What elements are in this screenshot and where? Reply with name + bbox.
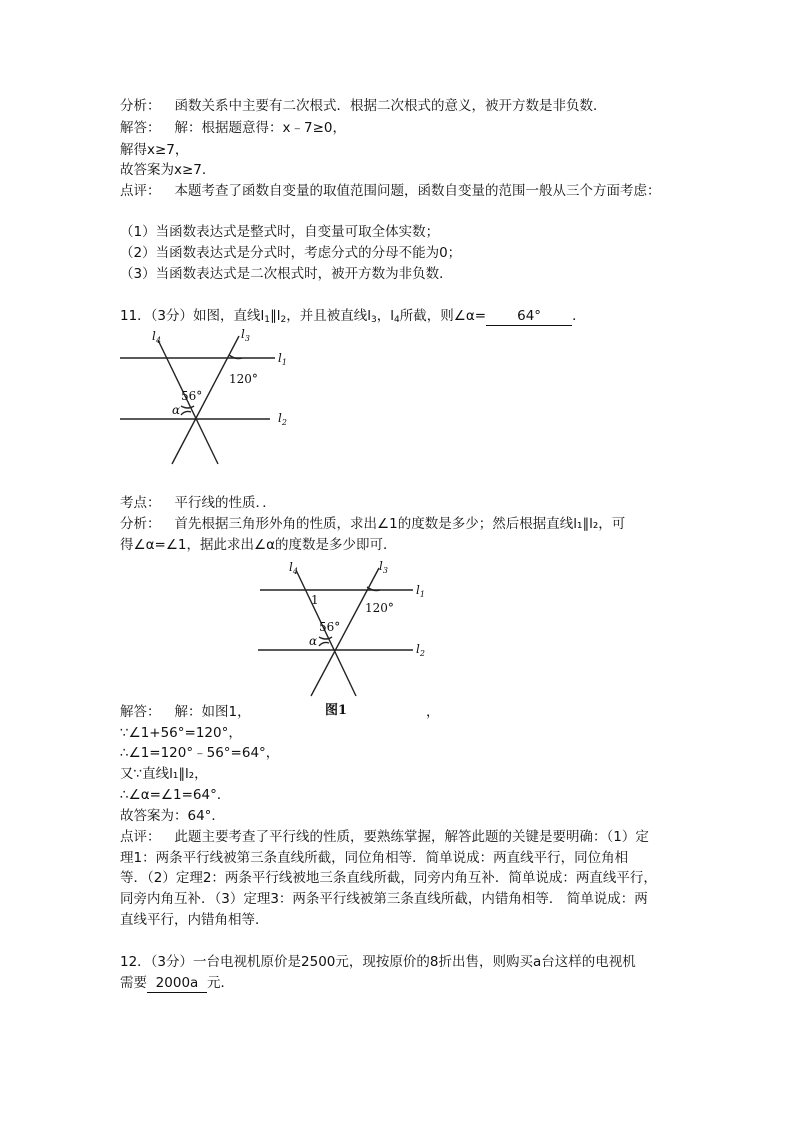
parallel-lines-figure-2 [255, 556, 435, 721]
q12-stem-line1: 12．（3分）一台电视机原价是2500元，现按原价的8折出售，则购买a台这样的电视机 [120, 954, 636, 970]
alpha-label: α [309, 634, 318, 648]
angle-1-label: 1 [311, 593, 319, 607]
q12-answer-blank: 2000a [147, 975, 207, 993]
q11-analysis-line1 [120, 514, 625, 534]
q11-stem-part: 所截，则∠α= [399, 308, 487, 324]
alpha-arc [181, 411, 191, 415]
answer-label: 解答： [120, 120, 161, 136]
comment-text: 此题主要考查了平行线的性质，要熟练掌握，解答此题的关键是要明确：（1）定 [174, 829, 649, 845]
q12-stem-part: 元． [207, 975, 234, 991]
q10-comment-line [120, 181, 661, 201]
kaodian-label: 考点： [120, 495, 161, 511]
kaodian-text: 平行线的性质．． [174, 495, 276, 511]
q10-answer-line2: 解得x≥7， [120, 142, 189, 158]
angle-120-label: 120° [229, 372, 258, 386]
q12-stem-line2 [120, 973, 234, 993]
answer-text: 解：根据题意得：x﹣7≥0， [174, 120, 346, 136]
q11-stem-part: ，l [376, 308, 395, 324]
angle-56-arc [319, 637, 332, 639]
label-l1: $l_1$ [278, 351, 287, 367]
q11-answer-line [120, 702, 251, 722]
answer-label: 解答： [120, 704, 161, 720]
label-l2: $l_2$ [278, 411, 287, 427]
q11-answer-blank: 64° [486, 308, 572, 326]
q11-analysis-line2: 得∠α=∠1，据此求出∠α的度数是多少即可． [120, 537, 397, 553]
q10-answer-line [120, 118, 346, 138]
q11-sub: 2 [280, 315, 287, 325]
alpha-label: α [172, 403, 181, 417]
q10-analysis-line [120, 96, 607, 116]
analysis-text: 首先根据三角形外角的性质，求出∠1的度数是多少；然后根据直线l₁∥l₂，可 [174, 516, 626, 532]
q12-stem-part: 需要 [120, 975, 147, 991]
q11-step-5: 故答案为：64°． [120, 808, 225, 824]
comment-label: 点评： [120, 829, 161, 845]
q11-sub: 4 [394, 315, 400, 325]
q11-step-4: ∴∠α=∠1=64°． [120, 787, 231, 803]
parallel-lines-figure [115, 326, 295, 468]
figure-caption: 图1 [325, 703, 348, 718]
q11-figure [115, 326, 295, 468]
angle-56-label: 56° [319, 620, 341, 634]
q11-step-3: 又∵直线l₁∥l₂， [120, 766, 208, 782]
comment-label: 点评： [120, 183, 161, 199]
q11-answer-comma: ， [426, 704, 440, 720]
q11-comment-line4: 同旁内角互补．（3）定理3：两条平行线被第三条直线所截，内错角相等． 简单说成：两 [120, 891, 648, 907]
label-l4: $l_4$ [152, 329, 161, 345]
angle-56-arc [181, 406, 194, 408]
label-l1: $l_1$ [416, 583, 425, 599]
q11-comment-line3: 等．（2）定理2：两条平行线被地三条直线所截，同旁内角互补．简单说成：两直线平行， [120, 870, 657, 886]
alpha-arc [319, 642, 329, 646]
label-l3: $l_3$ [379, 559, 388, 575]
q11-sub: 1 [264, 315, 271, 325]
angle-56-label: 56° [181, 389, 203, 403]
q11-stem-part: ，并且被直线l [286, 308, 372, 324]
q11-stem-part: ． [572, 308, 586, 324]
label-l4: $l_4$ [289, 560, 298, 576]
q11-comment-line1 [120, 827, 649, 847]
q11-stem-part: ∥l [270, 308, 281, 324]
analysis-text: 函数关系中主要有二次根式．根据二次根式的意义，被开方数是非负数． [174, 98, 607, 114]
q11-step-1: ∵∠1+56°=120°， [120, 725, 242, 741]
q11-kaodian-line [120, 493, 276, 513]
answer-intro: 解：如图1， [174, 704, 251, 720]
comment-text: 本题考查了函数自变量的取值范围问题，函数自变量的范围一般从三个方面考虑： [174, 183, 661, 199]
q10-point-1: （1）当函数表达式是整式时，自变量可取全体实数； [120, 224, 440, 240]
q11-stem-part: 11．（3分）如图，直线l [120, 308, 265, 324]
analysis-label: 分析： [120, 98, 161, 114]
analysis-label: 分析： [120, 516, 161, 532]
q11-step-2: ∴∠1=120°﹣56°=64°， [120, 745, 280, 761]
q10-point-2: （2）当函数表达式是分式时，考虑分式的分母不能为0； [120, 245, 462, 261]
q11-comment-line2: 理1：两条平行线被第三条直线所截，同位角相等．简单说成：两直线平行，同位角相 [120, 850, 629, 866]
q11-sub: 3 [371, 315, 377, 325]
angle-120-label: 120° [365, 601, 394, 615]
q10-answer-line3: 故答案为x≥7． [120, 162, 216, 178]
label-l2: $l_2$ [416, 642, 425, 658]
q11-comment-line5: 直线平行，内错角相等． [120, 912, 269, 928]
q11-figure-2 [255, 556, 435, 721]
q10-point-3: （3）当函数表达式是二次根式时，被开方数为非负数． [120, 266, 453, 282]
label-l3: $l_3$ [241, 327, 250, 343]
